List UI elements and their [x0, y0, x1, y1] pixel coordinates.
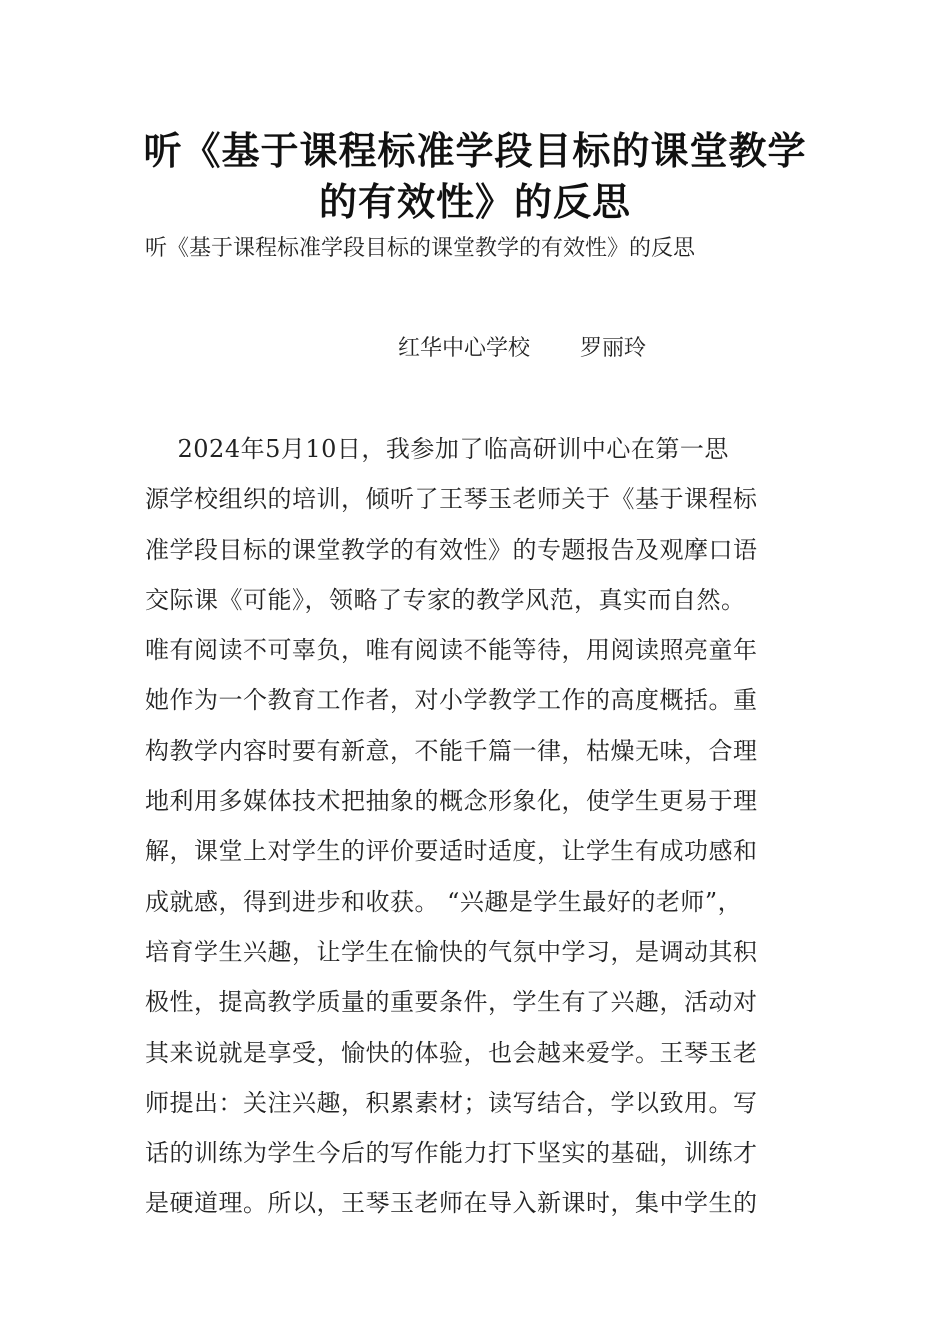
byline [398, 332, 646, 366]
author-name: 罗丽玲 [580, 336, 647, 361]
body-line: 构教学内容时要有新意，不能千篇一律，枯燥无味，合理 [145, 736, 758, 765]
body-line: 培育学生兴趣，让学生在愉快的气氛中学习，是调动其积 [145, 937, 758, 966]
school-name: 红华中心学校 [398, 336, 531, 361]
body-line: 交际课《可能》，领略了专家的教学风范，真实而自然。 [145, 585, 746, 614]
body-line: 源学校组织的培训，倾听了王琴玉老师关于《基于课程标 [145, 485, 758, 514]
body-line: 成就感，得到进步和收获。 “兴趣是学生最好的老师”， [145, 887, 743, 916]
body-line: 极性，提高教学质量的重要条件，学生有了兴趣，活动对 [145, 988, 758, 1017]
body-line: 她作为一个教育工作者，对小学教学工作的高度概括。重 [145, 686, 758, 715]
title-line: 的有效性》的反思 [318, 180, 631, 224]
body-text [145, 427, 810, 1232]
title-line: 听《基于课程标准学段目标的课堂教学 [143, 129, 807, 173]
document-subtitle: 听《基于课程标准学段目标的课堂教学的有效性》的反思 [145, 236, 696, 261]
body-line: 师提出：关注兴趣，积累素材；读写结合，学以致用。写 [145, 1088, 758, 1117]
body-line: 地利用多媒体技术把抽象的概念形象化，使学生更易于理 [145, 787, 758, 816]
document-title [120, 126, 830, 228]
body-line: 解，课堂上对学生的评价要适时适度，让学生有成功感和 [145, 837, 758, 866]
body-line: 是硬道理。所以，王琴玉老师在导入新课时，集中学生的 [145, 1189, 758, 1218]
body-line: 唯有阅读不可辜负，唯有阅读不能等待，用阅读照亮童年 [145, 636, 758, 665]
body-line: 准学段目标的课堂教学的有效性》的专题报告及观摩口语 [145, 535, 758, 564]
body-line: 话的训练为学生今后的写作能力打下坚实的基础，训练才 [145, 1139, 758, 1168]
body-line: 其来说就是享受，愉快的体验，也会越来爱学。王琴玉老 [145, 1038, 758, 1067]
body-line: 2024年5月10日，我参加了临高研训中心在第一思 [145, 435, 729, 463]
